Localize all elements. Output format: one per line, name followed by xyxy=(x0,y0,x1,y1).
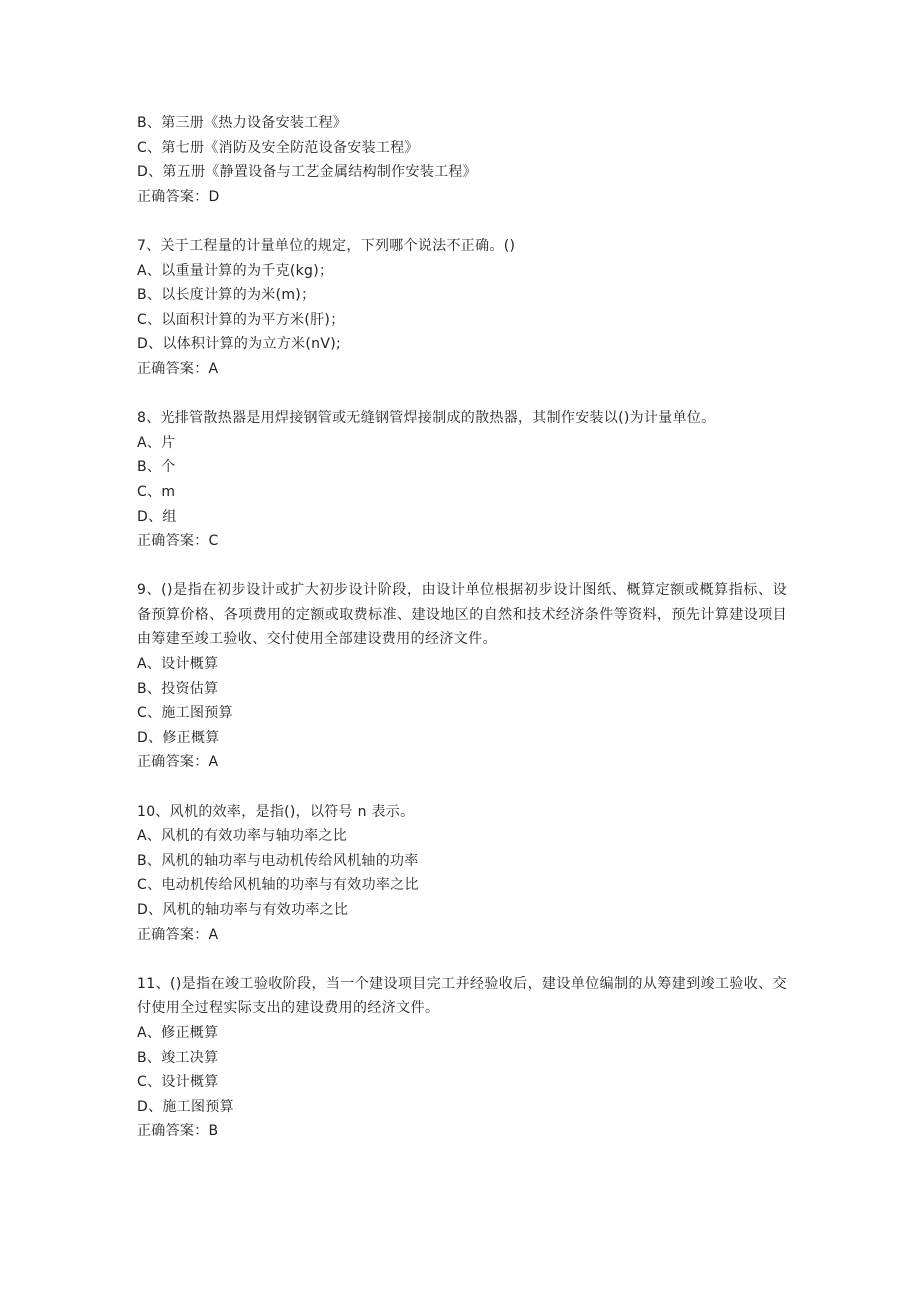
answer-line: 正确答案：B xyxy=(137,1123,219,1140)
spacer xyxy=(137,382,787,407)
question-stem: 11、()是指在竣工验收阶段，当一个建设项目完工并经验收后，建设单位编制的从筹建到竣工验收、交付使用全过程实际支出的建设费用的经济文件。 xyxy=(137,975,787,1017)
question-9 xyxy=(137,578,787,775)
option-d: D、修正概算 xyxy=(137,729,220,746)
question-11 xyxy=(137,972,787,1144)
question-stem: 10、风机的效率，是指()，以符号 n 表示。 xyxy=(137,803,415,820)
question-10 xyxy=(137,800,787,948)
question-stem: 9、()是指在初步设计或扩大初步设计阶段，由设计单位根据初步设计图纸、概算定额或概算指标、设备预算价格、各项费用的定额或取费标准、建设地区的自然和技术经济条件等资料，预先计算建设项目由筹建至竣工验收、交付使用全部建设费用的经济文件。 xyxy=(137,582,787,648)
document-page xyxy=(137,111,787,1144)
option-b: B、竣工决算 xyxy=(137,1049,219,1066)
option-c: C、m xyxy=(137,483,176,500)
option-c: C、施工图预算 xyxy=(137,705,233,722)
option-c: C、电动机传给风机轴的功率与有效功率之比 xyxy=(137,877,419,894)
question-7 xyxy=(137,234,787,382)
option-b: B、投资估算 xyxy=(137,680,219,697)
option-b: B、第三册《热力设备安装工程》 xyxy=(137,115,348,131)
question-6-continued xyxy=(137,111,787,209)
option-b: B、风机的轴功率与电动机传给风机轴的功率 xyxy=(137,852,419,869)
option-d: D、组 xyxy=(137,508,177,525)
answer-line: 正确答案：A xyxy=(137,360,219,377)
spacer xyxy=(137,554,787,579)
answer-line: 正确答案：C xyxy=(137,533,219,550)
option-d: D、以体积计算的为立方米(nV); xyxy=(137,336,341,353)
option-a: A、修正概算 xyxy=(137,1024,219,1041)
answer-line: 正确答案：D xyxy=(137,188,220,205)
question-8 xyxy=(137,406,787,554)
option-c: C、设计概算 xyxy=(137,1074,219,1091)
option-d: D、施工图预算 xyxy=(137,1098,234,1115)
option-c: C、第七册《消防及安全防范设备安装工程》 xyxy=(137,139,419,156)
option-a: A、片 xyxy=(137,434,176,451)
answer-line: 正确答案：A xyxy=(137,926,219,943)
question-stem: 8、光排管散热器是用焊接钢管或无缝钢管焊接制成的散热器，其制作安装以()为计量单位。 xyxy=(137,410,716,427)
option-d: D、风机的轴功率与有效功率之比 xyxy=(137,902,349,918)
spacer xyxy=(137,947,787,972)
spacer xyxy=(137,775,787,800)
spacer xyxy=(137,209,787,234)
option-c: C、以面积计算的为平方米(肝)； xyxy=(137,311,345,328)
option-a: A、设计概算 xyxy=(137,656,219,673)
option-a: A、以重量计算的为千克(kg)； xyxy=(137,262,334,279)
option-d: D、第五册《静置设备与工艺金属结构制作安装工程》 xyxy=(137,164,477,181)
option-a: A、风机的有效功率与轴功率之比 xyxy=(137,828,348,845)
option-b: B、以长度计算的为米(m)； xyxy=(137,287,316,304)
option-b: B、个 xyxy=(137,459,176,476)
answer-line: 正确答案：A xyxy=(137,754,219,771)
question-stem: 7、关于工程量的计量单位的规定，下列哪个说法不正确。() xyxy=(137,237,516,254)
